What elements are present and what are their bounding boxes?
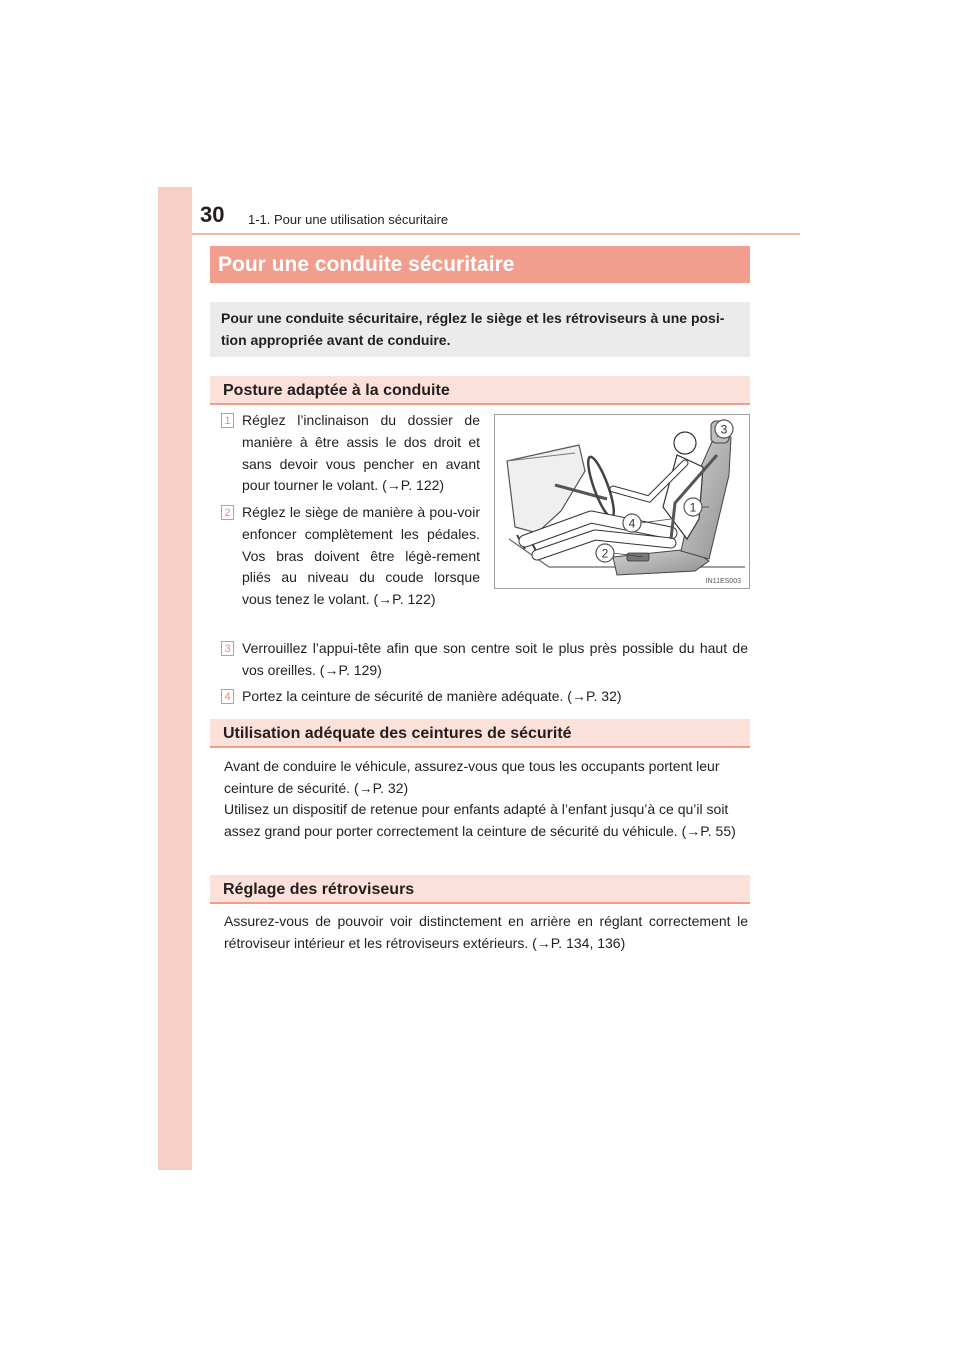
section-heading-mirrors: Réglage des rétroviseurs xyxy=(210,875,750,904)
posture-item-3: Verrouillez l’appui-tête afin que son centre soit le plus près possible du haut de vos oreilles. (→P. 129) xyxy=(242,640,748,678)
figure-code: IN11ES003 xyxy=(705,578,741,585)
svg-text:1: 1 xyxy=(689,500,697,515)
page-number: 30 xyxy=(200,202,225,227)
item-number-4: 4 xyxy=(221,689,234,704)
driving-posture-figure xyxy=(494,414,750,589)
posture-item-2: Réglez le siège de manière à pou-voir enfoncer complètement les pédales. Vos bras doivent être légè-rement pliés au niveau du coude lorsque vous tenez le volant. (→P. 122) xyxy=(242,504,480,608)
seatbelt-paragraph-2: Utilisez un dispositif de retenue pour enfants adapté à l’enfant jusqu’à ce qu’il soit assez grand pour porter correctement la ceinture de sécurité du véhicule. (→P. 55) xyxy=(224,801,736,839)
header-rule xyxy=(192,233,800,235)
item-number-2: 2 xyxy=(221,505,234,520)
posture-item-4: Portez la ceinture de sécurité de manière adéquate. (→P. 32) xyxy=(242,688,622,704)
posture-item-1: Réglez l’inclinaison du dossier de manière à être assis le dos droit et sans devoir vous pencher en avant pour tourner le volant. (→P. 122) xyxy=(242,412,480,494)
item-number-3: 3 xyxy=(221,641,234,656)
mirrors-paragraph: Assurez-vous de pouvoir voir distinctement en arrière en réglant correctement le rétroviseur intérieur et les rétroviseurs extérieurs. (→P. 134, 136) xyxy=(224,913,748,951)
figure-callout-1 xyxy=(684,498,702,516)
figure-callout-2 xyxy=(596,544,614,562)
section-heading-posture: Posture adaptée à la conduite xyxy=(210,376,750,405)
item-number-1: 1 xyxy=(221,413,234,428)
section-label: 1-1. Pour une utilisation sécuritaire xyxy=(248,212,449,227)
figure-callout-4 xyxy=(623,514,641,532)
section-heading-seatbelts: Utilisation adéquate des ceintures de sécurité xyxy=(210,719,750,748)
svg-text:3: 3 xyxy=(720,422,728,437)
svg-text:4: 4 xyxy=(628,516,636,531)
main-title: Pour une conduite sécuritaire xyxy=(210,246,750,283)
seatbelt-paragraph-1: Avant de conduire le véhicule, assurez-vous que tous les occupants portent leur ceinture de sécurité. (→P. 32) xyxy=(224,758,720,796)
figure-callout-3 xyxy=(715,420,733,438)
svg-text:2: 2 xyxy=(601,546,609,561)
chapter-sidebar xyxy=(158,187,192,1170)
intro-box: Pour une conduite sécuritaire, réglez le siège et les rétroviseurs à une posi-tion appropriée avant de conduire. xyxy=(210,302,750,357)
